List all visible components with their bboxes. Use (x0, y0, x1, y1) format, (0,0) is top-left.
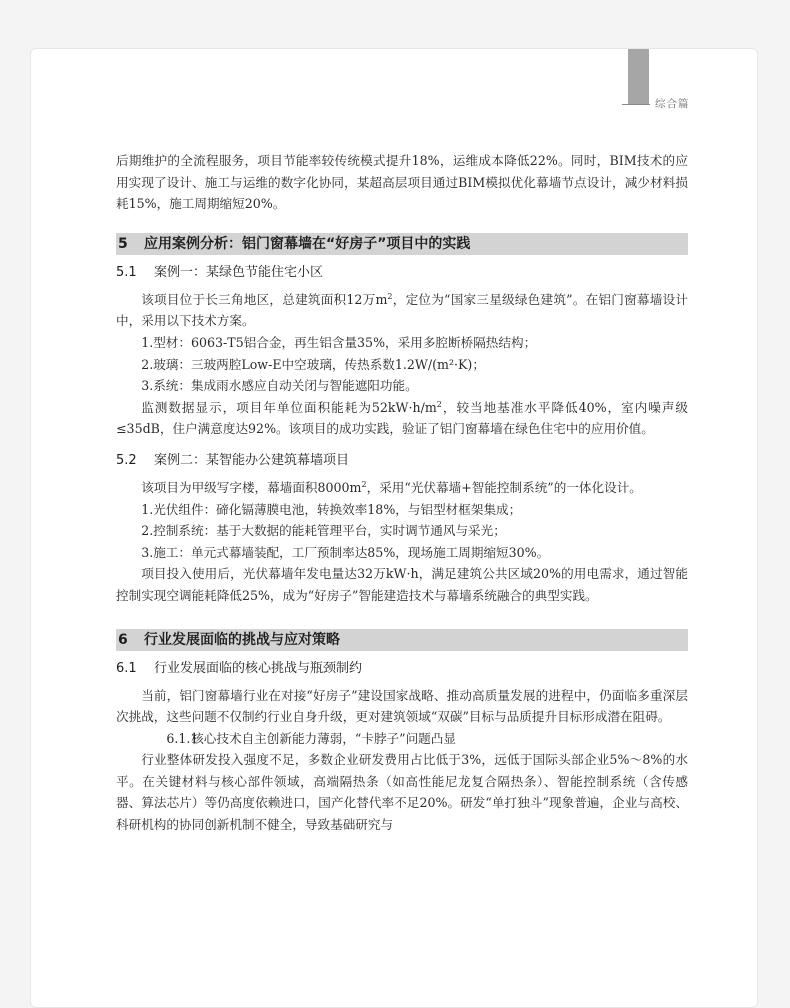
list-item: 3.系统：集成雨水感应自动关闭与智能遮阳功能。 (141, 378, 418, 394)
list-item: 3.施工：单元式幕墙装配，工厂预制率达85%，现场施工周期缩短30%。 (141, 544, 550, 560)
chapter-tab-marker (628, 49, 649, 104)
section6-paragraph-1: 当前，铝门窗幕墙行业在对接“好房子”建设国家战略、推动高质量发展的进程中，仍面临多重深层次挑战，这些问题不仅制约行业自身升级，更对建筑领域“双碳”目标与品质提升目标形成潜在阻碍。 (116, 687, 688, 725)
subsubsection-6-1-1-heading (116, 728, 688, 750)
case2-paragraph-2: 项目投入使用后，光伏幕墙年发电量达32万kW·h，满足建筑公共区域20%的用电需求，通过智能控制实现空调能耗降低25%，成为“好房子”智能建造技术与幕墙系统融合的典型实践。 (116, 566, 688, 603)
section-number: 5 (118, 235, 128, 252)
list-item: 2.玻璃：三玻两腔Low-E中空玻璃，传热系数1.2W/(m²·K)； (141, 356, 485, 372)
case1-paragraph-2: 监测数据显示，项目年单位面积能耗为$52kW\cdot h/m^2$，较当地基准水平降低40%，室内噪声级≤35dB，住户满意度达92%。该项目的成功实践，验证了铝门窗幕墙在绿色住宅中的应用价值。 (116, 399, 688, 437)
subsection-6-1-heading (116, 658, 688, 680)
document-body (116, 150, 688, 836)
subsection-number: 5.2 (116, 452, 137, 468)
subsection-title: 案例二：某智能办公建筑幕墙项目 (154, 452, 350, 468)
section-5-heading (116, 233, 688, 255)
list-item: 1.型材：6063-T5铝合金，再生铝含量35%，采用多腔断桥隔热结构； (141, 334, 537, 350)
list-item: 2.控制系统：基于大数据的能耗管理平台，实时调节通风与采光； (141, 523, 506, 539)
section-title: 应用案例分析：铝门窗幕墙在“好房子”项目中的实践 (144, 235, 471, 252)
subsection-number: 6.1 (116, 660, 137, 676)
header-rule (622, 104, 650, 105)
subsection-number: 5.1 (116, 264, 137, 280)
subsection-title: 案例一：某绿色节能住宅小区 (154, 264, 324, 280)
running-header-label: 综合篇 (655, 98, 690, 110)
case1-paragraph-1: 该项目位于长三角地区，总建筑面积12万$m^2$，定位为“国家三星级绿色建筑”。在铝门窗幕墙设计中，采用以下技术方案。 (116, 291, 688, 329)
section-number: 6 (118, 631, 128, 648)
section-6-heading (116, 629, 688, 651)
subsubsection-title: 核心技术自主创新能力薄弱，“卡脖子”问题凸显 (191, 730, 456, 746)
subsubsection-number: 6.1.1 (166, 730, 199, 746)
intro-paragraph: 后期维护的全流程服务，项目节能率较传统模式提升18%，运维成本降低22%。同时，BIM技术的应用实现了设计、施工与运维的数字化协同，某超高层项目通过BIM模拟优化幕墙节点设计，减少材料损耗15%，施工周期缩短20%。 (116, 153, 688, 212)
subsection-5-1-heading (116, 262, 688, 284)
case2-paragraph-1: 该项目为甲级写字楼，幕墙面积$8000m^2$，采用“光伏幕墙+智能控制系统”的一体化设计。 (141, 479, 642, 495)
section6-paragraph-2: 行业整体研发投入强度不足，多数企业研发费用占比低于3%，远低于国际头部企业5%～8%的水平。在关键材料与核心部件领域，高端隔热条（如高性能尼龙复合隔热条）、智能控制系统（含传感器、算法芯片）等仍高度依赖进口，国产化替代率不足20%。研发“单打独斗”现象普遍，企业与高校、科研机构的协同创新机制不健全，导致基础研究与 (116, 752, 688, 833)
section-title: 行业发展面临的挑战与应对策略 (144, 631, 340, 648)
subsection-title: 行业发展面临的核心挑战与瓶颈制约 (154, 660, 363, 676)
subsection-5-2-heading (116, 450, 688, 472)
list-item: 1.光伏组件：碲化镉薄膜电池，转换效率18%，与铝型材框架集成； (141, 501, 522, 517)
